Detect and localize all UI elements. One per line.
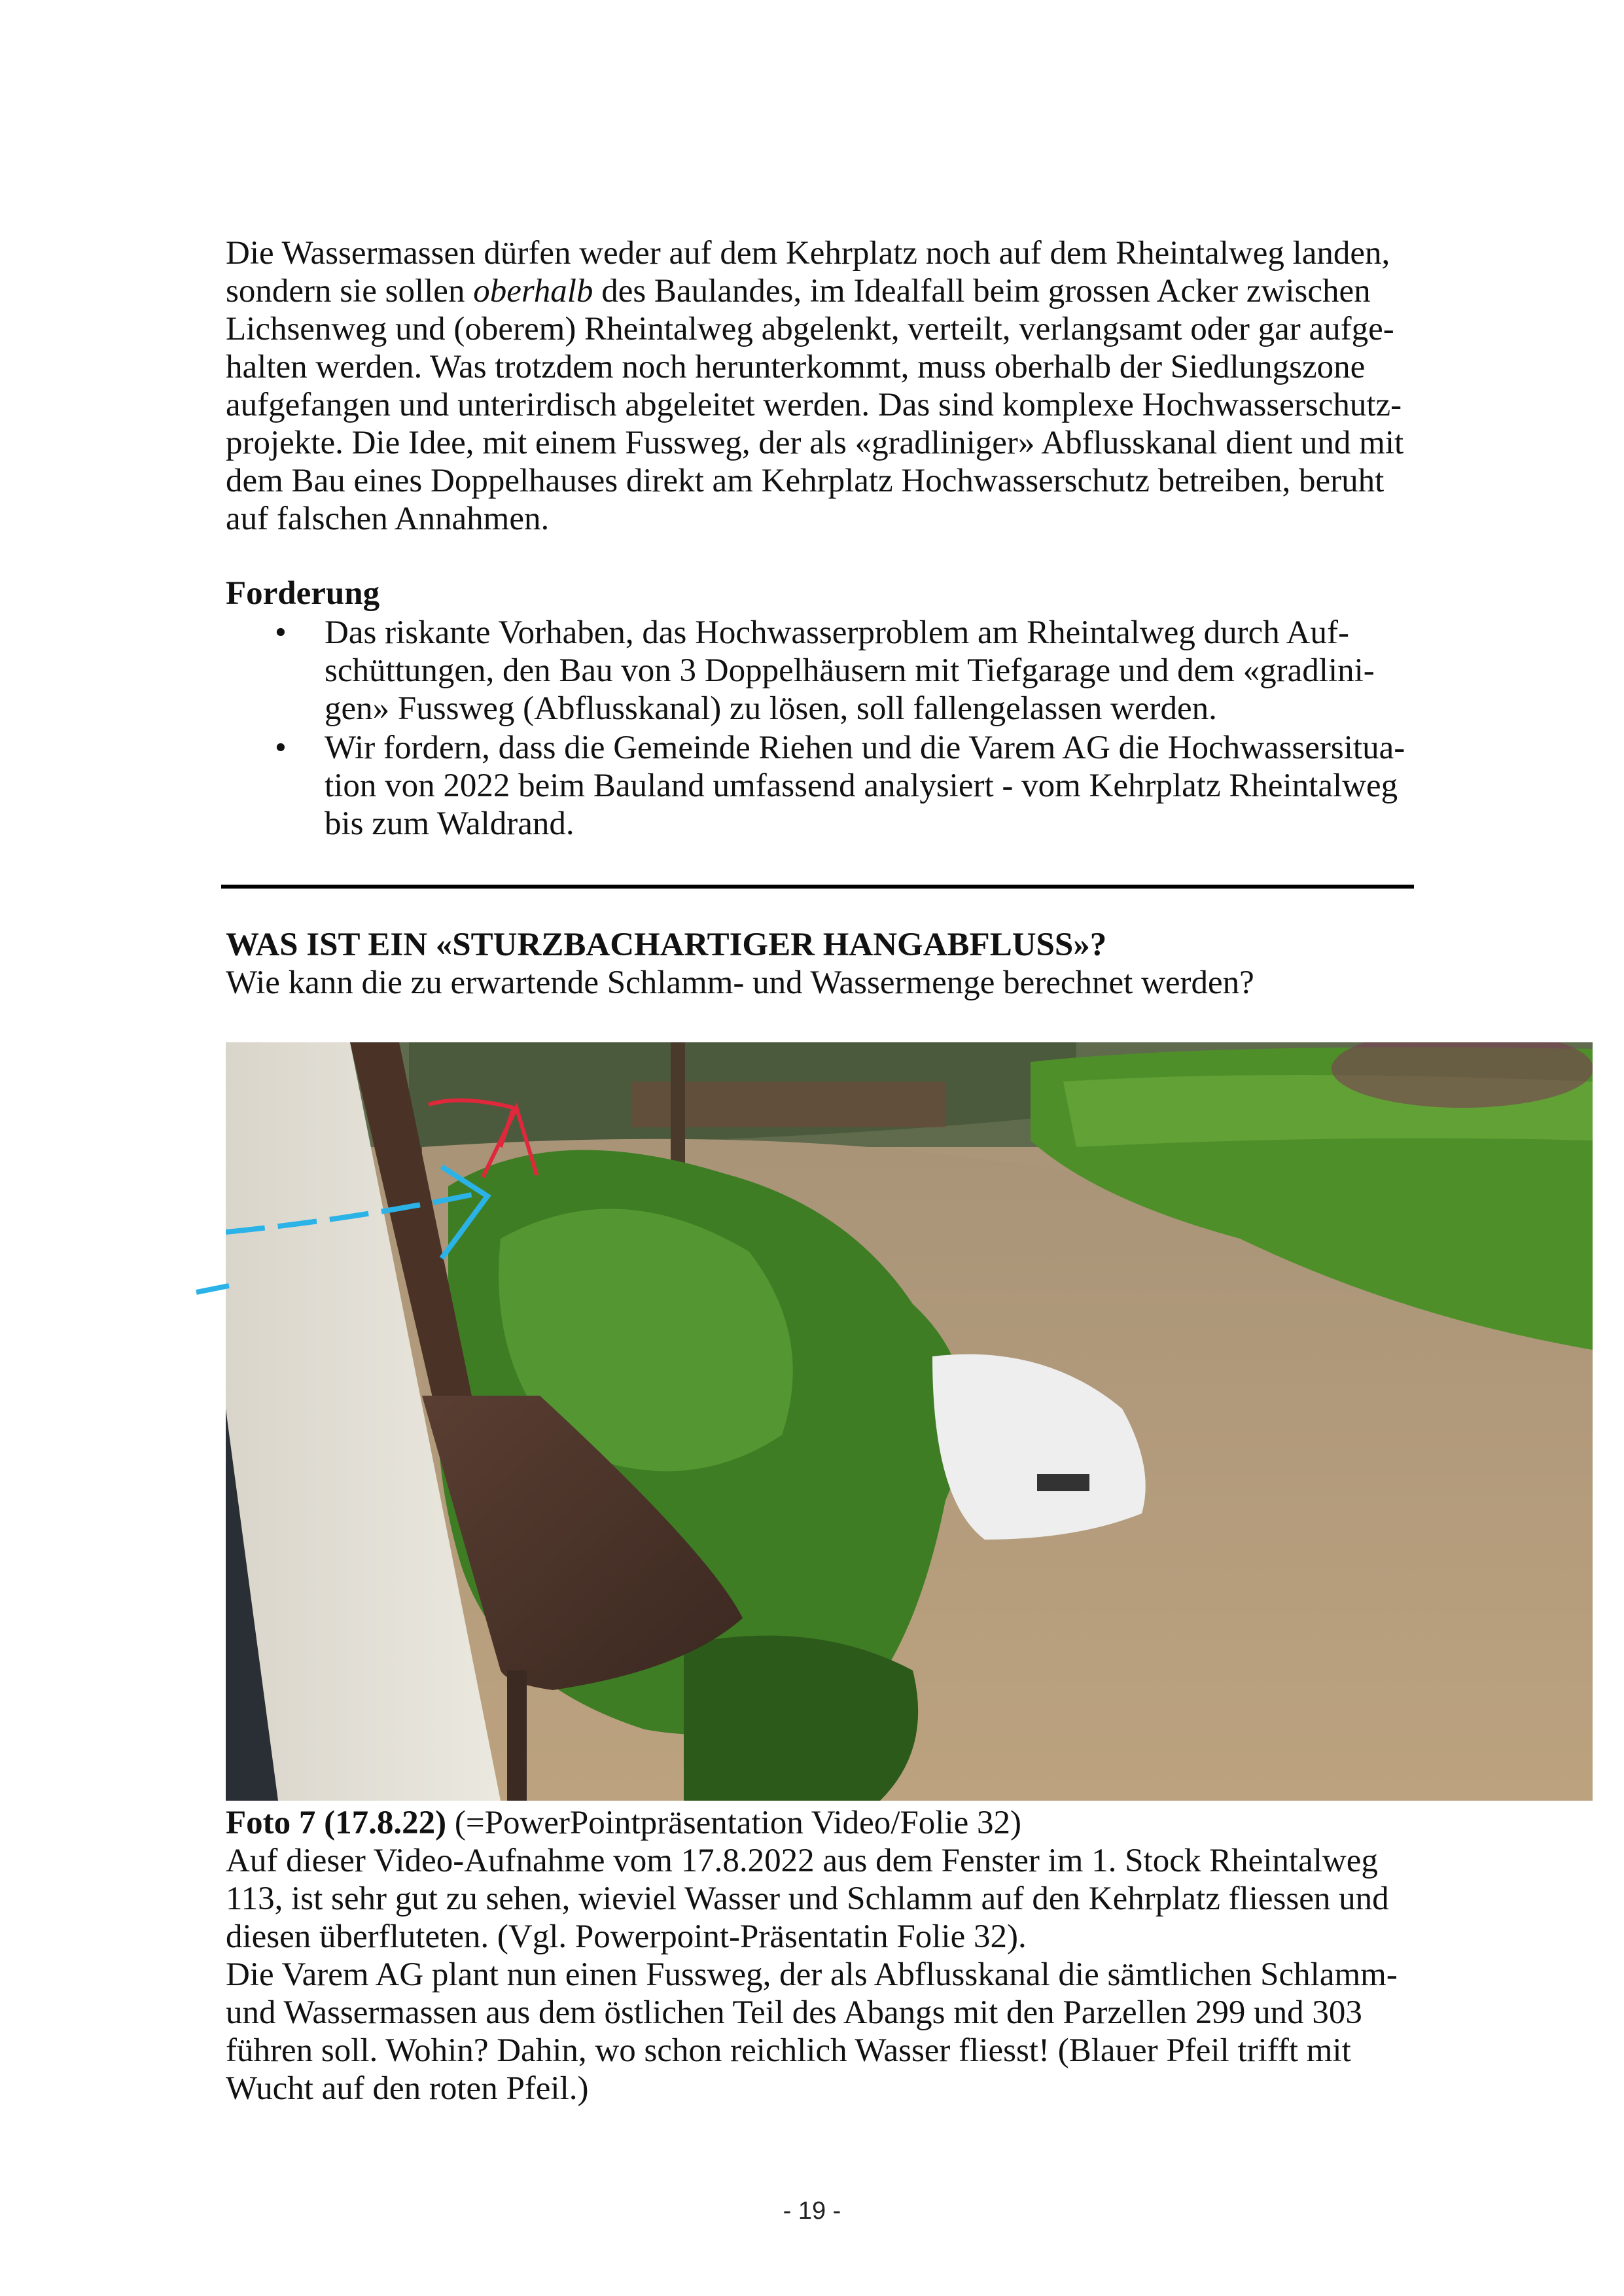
caption-line: Wucht auf den roten Pfeil.) xyxy=(226,2070,589,2107)
text-segment: sondern sie sollen xyxy=(226,273,474,309)
section-heading: WAS IST EIN «STURZBACHARTIGER HANGABFLUSS»? xyxy=(226,927,1107,963)
bullet-line: bis zum Waldrand. xyxy=(325,805,574,842)
caption-title xyxy=(226,1804,1021,1842)
caption-line: führen soll. Wohin? Dahin, wo schon reichlich Wasser fliesst! (Blauer Pfeil trifft mit xyxy=(226,2032,1351,2069)
text-line: Lichsenweg und (oberem) Rheintalweg abgelenkt, verteilt, verlangsamt oder gar aufge- xyxy=(226,311,1394,347)
bullet-icon: • xyxy=(275,730,287,766)
bullet-line: schüttungen, den Bau von 3 Doppelhäusern mit Tiefgarage und dem «gradlini- xyxy=(325,652,1375,689)
flood-photo xyxy=(226,1042,1593,1801)
text-line: dem Bau eines Doppelhauses direkt am Kehrplatz Hochwasserschutz betreiben, beruht xyxy=(226,463,1385,499)
caption-line: diesen überfluteten. (Vgl. Powerpoint-Präsentatin Folie 32). xyxy=(226,1918,1027,1955)
section-subheading: Wie kann die zu erwartende Schlamm- und Wassermenge berechnet werden? xyxy=(226,964,1254,1001)
text-line: projekte. Die Idee, mit einem Fussweg, der als «gradliniger» Abflusskanal dient und mit xyxy=(226,425,1404,461)
caption-line: Die Varem AG plant nun einen Fussweg, der als Abflusskanal die sämtlichen Schlamm- xyxy=(226,1956,1398,1993)
caption-line: Auf dieser Video-Aufnahme vom 17.8.2022 aus dem Fenster im 1. Stock Rheintalweg xyxy=(226,1843,1378,1879)
bullet-line: gen» Fussweg (Abflusskanal) zu lösen, soll fallengelassen werden. xyxy=(325,690,1217,727)
bullet-icon: • xyxy=(275,614,287,651)
italic-emphasis: oberhalb xyxy=(473,273,593,309)
text-line: auf falschen Annahmen. xyxy=(226,501,550,537)
page-number: - 19 - xyxy=(783,2197,841,2225)
bullet-line: Das riskante Vorhaben, das Hochwasserproblem am Rheintalweg durch Auf- xyxy=(325,614,1349,651)
bullet-line: Wir fordern, dass die Gemeinde Riehen und die Varem AG die Hochwassersitua- xyxy=(325,730,1405,766)
text-segment: des Baulandes, im Idealfall beim grossen Acker zwischen xyxy=(593,273,1371,309)
caption-source: (=PowerPointpräsentation Video/Folie 32) xyxy=(446,1805,1022,1841)
blue-arrow-tail xyxy=(193,1230,232,1302)
text-line: aufgefangen und unterirdisch abgeleitet werden. Das sind komplexe Hochwasserschutz- xyxy=(226,387,1402,423)
caption-line: und Wassermassen aus dem östlichen Teil des Abangs mit den Parzellen 299 und 303 xyxy=(226,1994,1362,2031)
text-line: halten werden. Was trotzdem noch herunterkommt, muss oberhalb der Siedlungszone xyxy=(226,349,1366,385)
section-divider xyxy=(221,885,1414,889)
text-line xyxy=(226,272,1371,310)
forderung-heading: Forderung xyxy=(226,575,380,612)
text-line: Die Wassermassen dürfen weder auf dem Kehrplatz noch auf dem Rheintalweg landen, xyxy=(226,235,1390,272)
caption-line: 113, ist sehr gut zu sehen, wieviel Wasser und Schlamm auf den Kehrplatz fliessen und xyxy=(226,1881,1389,1917)
bullet-line: tion von 2022 beim Bauland umfassend analysiert - vom Kehrplatz Rheintalweg xyxy=(325,768,1398,804)
caption-label: Foto 7 (17.8.22) xyxy=(226,1805,447,1841)
